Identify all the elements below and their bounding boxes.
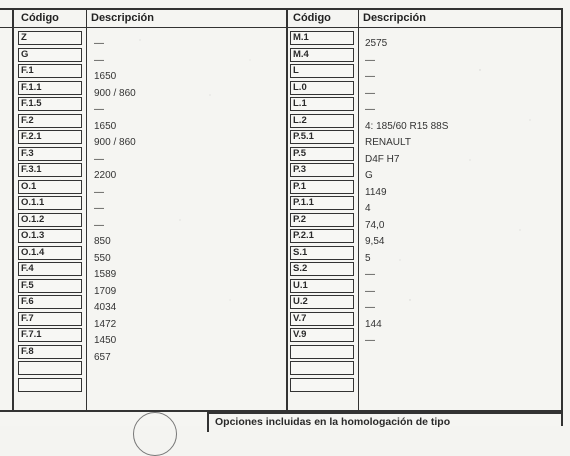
right-value: — — [365, 302, 375, 313]
left-code-cell: F.3 — [18, 147, 82, 161]
left-code-cell: F.2.1 — [18, 130, 82, 144]
right-value: — — [365, 285, 375, 297]
right-value: D4F H7 — [365, 153, 400, 165]
left-value: 1650 — [94, 120, 117, 132]
left-value: 900 / 860 — [94, 137, 136, 148]
left-code-header: Código — [21, 12, 59, 24]
left-code-cell: F.1 — [18, 64, 82, 78]
left-code-cell: F.1.1 — [18, 81, 82, 95]
left-code-cell: F.3.1 — [18, 163, 82, 177]
left-value: — — [94, 153, 104, 165]
right-code-cell: L.0 — [290, 81, 354, 95]
left-value: 850 — [94, 236, 111, 247]
right-code-cell — [290, 345, 354, 359]
left-code-cell: F.8 — [18, 345, 82, 359]
right-code-cell: S.2 — [290, 262, 354, 276]
options-title: Opciones incluidas en la homologación de tipo — [215, 416, 451, 428]
right-code-cell — [290, 361, 354, 375]
left-value: 1709 — [94, 285, 117, 297]
right-value: 4 — [365, 203, 371, 214]
left-value: — — [94, 203, 104, 214]
right-code-cell: V.7 — [290, 312, 354, 326]
right-code-cell: P.2 — [290, 213, 354, 227]
right-code-cell: U.1 — [290, 279, 354, 293]
frame-right-edge — [561, 8, 563, 426]
header-underline — [0, 27, 563, 28]
left-value: — — [94, 38, 104, 49]
left-code-cell — [18, 378, 82, 392]
right-code-cell: M.1 — [290, 31, 354, 45]
right-value: — — [365, 104, 375, 115]
right-code-cell: P.5.1 — [290, 130, 354, 144]
left-value: — — [94, 186, 104, 198]
left-value: 900 / 860 — [94, 87, 136, 99]
left-code-cell: O.1.1 — [18, 196, 82, 210]
right-value: G — [365, 170, 373, 181]
left-code-cell: F.1.5 — [18, 97, 82, 111]
right-code-cell: M.4 — [290, 48, 354, 62]
left-value: 4034 — [94, 302, 117, 313]
right-value: — — [365, 335, 375, 346]
left-code-cell: O.1.4 — [18, 246, 82, 260]
left-value: 2200 — [94, 170, 117, 181]
left-code-cell: F.7.1 — [18, 328, 82, 342]
right-value: — — [365, 71, 375, 82]
left-value: 1472 — [94, 318, 117, 330]
right-code-cell: U.2 — [290, 295, 354, 309]
left-code-cell: G — [18, 48, 82, 62]
right-code-cell: S.1 — [290, 246, 354, 260]
left-code-cell: O.1 — [18, 180, 82, 194]
right-code-cell: P.1 — [290, 180, 354, 194]
right-value: 5 — [365, 252, 371, 264]
right-value: 9,54 — [365, 236, 385, 247]
right-value: — — [365, 54, 375, 66]
left-code-cell: F.5 — [18, 279, 82, 293]
left-code-cell: F.6 — [18, 295, 82, 309]
right-code-cell — [290, 378, 354, 392]
right-value: 2575 — [365, 38, 388, 49]
frame-left-margin — [12, 8, 14, 412]
right-col-divider — [358, 8, 359, 412]
left-value: — — [94, 104, 104, 115]
right-code-cell: L — [290, 64, 354, 78]
right-code-header: Código — [293, 12, 331, 24]
right-value: RENAULT — [365, 137, 411, 148]
homologation-seal-stamp — [133, 412, 177, 456]
left-code-cell: Z — [18, 31, 82, 45]
right-code-cell: P.1.1 — [290, 196, 354, 210]
right-code-cell: P.3 — [290, 163, 354, 177]
left-code-cell: F.2 — [18, 114, 82, 128]
center-divider — [286, 8, 288, 412]
left-desc-header: Descripción — [91, 12, 154, 24]
right-code-cell: P.2.1 — [290, 229, 354, 243]
left-value: 550 — [94, 252, 111, 264]
right-code-cell: L.1 — [290, 97, 354, 111]
left-value: 657 — [94, 351, 111, 363]
right-value: 1149 — [365, 186, 387, 198]
right-value: 144 — [365, 318, 382, 330]
right-value: 4: 185/60 R15 88S — [365, 120, 449, 132]
left-code-cell: F.7 — [18, 312, 82, 326]
right-code-cell: L.2 — [290, 114, 354, 128]
left-value: 1450 — [94, 335, 117, 346]
left-col-divider — [86, 8, 87, 412]
left-code-cell: F.4 — [18, 262, 82, 276]
left-value: — — [94, 219, 104, 231]
right-code-cell: P.5 — [290, 147, 354, 161]
left-code-cell — [18, 361, 82, 375]
left-value: 1650 — [94, 71, 117, 82]
right-value: — — [365, 87, 375, 99]
right-code-cell: V.9 — [290, 328, 354, 342]
right-value: — — [365, 269, 375, 280]
left-code-cell: O.1.3 — [18, 229, 82, 243]
left-value: — — [94, 54, 104, 66]
right-value: 74,0 — [365, 219, 385, 231]
right-desc-header: Descripción — [363, 12, 426, 24]
left-value: 1589 — [94, 269, 117, 280]
left-code-cell: O.1.2 — [18, 213, 82, 227]
